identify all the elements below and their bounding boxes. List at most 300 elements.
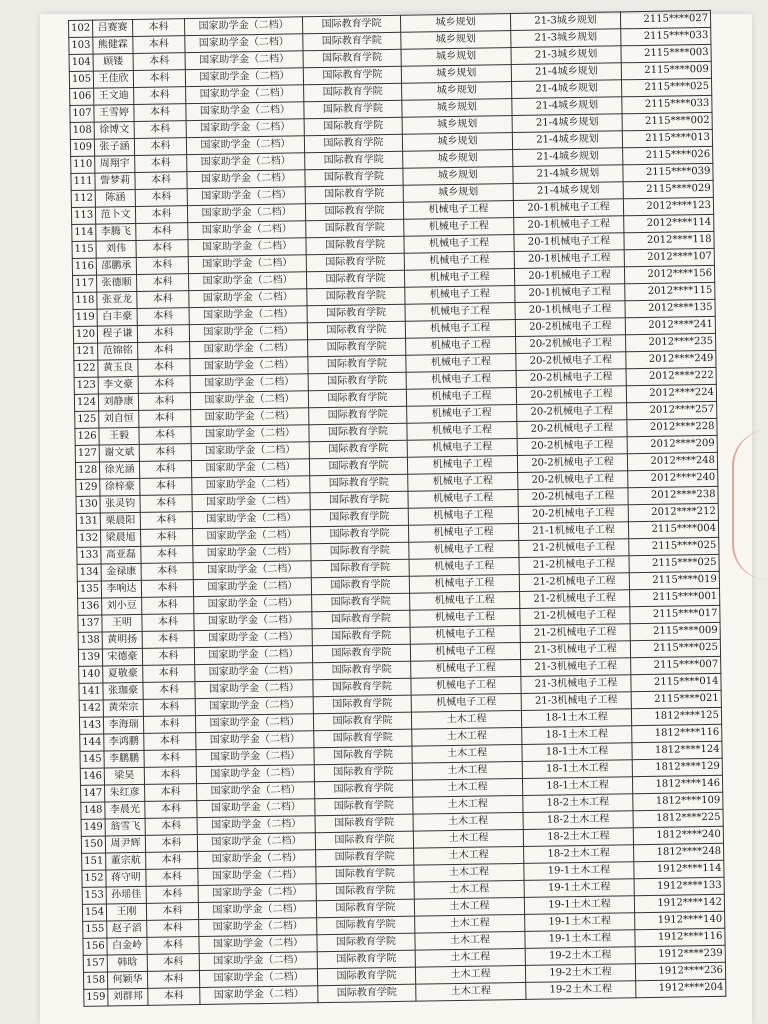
class-name-cell: 21-2机械电子工程 <box>520 607 630 626</box>
major-cell: 机械电子工程 <box>409 540 519 559</box>
college-cell: 国际教育学院 <box>308 372 406 391</box>
aid-type-cell: 国家助学金（二档） <box>188 238 306 257</box>
class-name-cell: 20-1机械电子工程 <box>514 267 624 286</box>
college-cell: 国际教育学院 <box>303 32 401 51</box>
college-cell: 国际教育学院 <box>309 423 407 442</box>
aid-type-cell: 国家助学金（二档） <box>186 85 304 104</box>
degree-level-cell: 本科 <box>141 563 193 581</box>
class-name-cell: 21-4城乡规划 <box>513 182 623 201</box>
aid-type-cell: 国家助学金（二档） <box>189 289 307 308</box>
college-cell: 国际教育学院 <box>316 865 414 884</box>
row-number-cell: 111 <box>71 173 95 190</box>
student-id-cell: 1812****240 <box>633 826 723 844</box>
student-id-cell: 2115****029 <box>623 180 713 198</box>
major-cell: 机械电子工程 <box>404 218 514 237</box>
college-cell: 国际教育学院 <box>314 729 412 748</box>
class-name-cell: 19-2土木工程 <box>525 947 635 966</box>
aid-type-cell: 国家助学金（二档） <box>187 204 305 223</box>
student-id-cell: 2012****257 <box>627 401 717 419</box>
degree-level-cell: 本科 <box>141 580 193 598</box>
row-number-cell: 112 <box>71 190 95 207</box>
aid-type-cell: 国家助学金（二档） <box>196 731 314 750</box>
row-number-cell: 116 <box>72 258 96 275</box>
major-cell: 机械电子工程 <box>405 320 515 339</box>
class-name-cell: 20-2机械电子工程 <box>518 505 628 524</box>
class-name-cell: 20-1机械电子工程 <box>514 250 624 269</box>
student-name-cell: 程子谦 <box>97 325 137 343</box>
student-name-cell: 夏敬豪 <box>103 665 143 683</box>
degree-level-cell: 本科 <box>138 342 190 360</box>
college-cell: 国际教育学院 <box>313 695 411 714</box>
aid-type-cell: 国家助学金（二档） <box>187 187 305 206</box>
aid-type-cell: 国家助学金（二档） <box>191 408 309 427</box>
aid-type-cell: 国家助学金（二档） <box>199 935 317 954</box>
class-name-cell: 18-1土木工程 <box>522 777 632 796</box>
student-name-cell: 黄玉良 <box>98 359 138 377</box>
degree-level-cell: 本科 <box>135 189 187 207</box>
row-number-cell: 143 <box>79 717 103 734</box>
aid-type-cell: 国家助学金（二档） <box>188 272 306 291</box>
college-cell: 国际教育学院 <box>311 542 409 561</box>
student-id-cell: 1912****133 <box>634 877 724 895</box>
major-cell: 土木工程 <box>413 829 523 848</box>
aid-type-cell: 国家助学金（二档） <box>190 357 308 376</box>
class-name-cell: 19-1土木工程 <box>524 879 634 898</box>
college-cell: 国际教育学院 <box>313 678 411 697</box>
degree-level-cell: 本科 <box>141 546 193 564</box>
student-name-cell: 蒋守明 <box>106 869 146 887</box>
student-name-cell: 张珈豪 <box>103 682 143 700</box>
class-name-cell: 21-3城乡规划 <box>511 46 621 65</box>
student-name-cell: 朱红彦 <box>105 784 145 802</box>
college-cell: 国际教育学院 <box>306 219 404 238</box>
class-name-cell: 21-4城乡规划 <box>513 148 623 167</box>
student-name-cell: 金禄康 <box>101 563 141 581</box>
major-cell: 土木工程 <box>415 931 525 950</box>
scholarship-roster-table <box>68 10 726 1007</box>
row-number-cell: 156 <box>83 938 107 955</box>
aid-type-cell: 国家助学金（二档） <box>193 544 311 563</box>
aid-type-cell: 国家助学金（二档） <box>194 612 312 631</box>
class-name-cell: 18-2土木工程 <box>524 845 634 864</box>
row-number-cell: 105 <box>69 71 93 88</box>
aid-type-cell: 国家助学金（二档） <box>194 629 312 648</box>
student-name-cell: 白丰豪 <box>97 308 137 326</box>
class-name-cell: 20-2机械电子工程 <box>516 352 626 371</box>
student-name-cell: 范锦铭 <box>98 342 138 360</box>
major-cell: 土木工程 <box>414 846 524 865</box>
class-name-cell: 21-4城乡规划 <box>512 80 622 99</box>
major-cell: 机械电子工程 <box>404 252 514 271</box>
class-name-cell: 20-1机械电子工程 <box>514 233 624 252</box>
aid-type-cell: 国家助学金（二档） <box>185 34 303 53</box>
row-number-cell: 158 <box>83 972 107 989</box>
row-number-cell: 124 <box>74 394 98 411</box>
row-number-cell: 130 <box>76 496 100 513</box>
college-cell: 国际教育学院 <box>316 848 414 867</box>
row-number-cell: 139 <box>78 649 102 666</box>
degree-level-cell: 本科 <box>137 308 189 326</box>
college-cell: 国际教育学院 <box>315 814 413 833</box>
degree-level-cell: 本科 <box>139 444 191 462</box>
student-id-cell: 2115****002 <box>622 112 712 130</box>
student-id-cell: 2012****238 <box>628 486 718 504</box>
row-number-cell: 125 <box>75 411 99 428</box>
row-number-cell: 159 <box>84 989 108 1006</box>
major-cell: 城乡规划 <box>401 31 511 50</box>
college-cell: 国际教育学院 <box>307 287 405 306</box>
major-cell: 土木工程 <box>416 982 526 1001</box>
class-name-cell: 21-4城乡规划 <box>511 63 621 82</box>
row-number-cell: 123 <box>74 377 98 394</box>
degree-level-cell: 本科 <box>140 495 192 513</box>
major-cell: 机械电子工程 <box>407 405 517 424</box>
student-id-cell: 2012****222 <box>626 367 716 385</box>
student-id-cell: 2012****118 <box>624 231 714 249</box>
college-cell: 国际教育学院 <box>306 270 404 289</box>
student-id-cell: 1912****116 <box>635 928 725 946</box>
major-cell: 机械电子工程 <box>407 455 517 474</box>
degree-level-cell: 本科 <box>133 53 185 71</box>
row-number-cell: 140 <box>79 666 103 683</box>
aid-type-cell: 国家助学金（二档） <box>186 136 304 155</box>
college-cell: 国际教育学院 <box>305 202 403 221</box>
student-id-cell: 2115****025 <box>630 639 720 657</box>
student-name-cell: 陈涵 <box>95 189 135 207</box>
student-name-cell: 李文豪 <box>98 376 138 394</box>
student-id-cell: 1812****129 <box>632 758 722 776</box>
major-cell: 土木工程 <box>415 948 525 967</box>
degree-level-cell: 本科 <box>142 614 194 632</box>
degree-level-cell: 本科 <box>146 886 198 904</box>
row-number-cell: 157 <box>83 955 107 972</box>
class-name-cell: 21-4城乡规划 <box>512 114 622 133</box>
degree-level-cell: 本科 <box>138 393 190 411</box>
major-cell: 机械电子工程 <box>405 303 515 322</box>
aid-type-cell: 国家助学金（二档） <box>186 119 304 138</box>
college-cell: 国际教育学院 <box>308 355 406 374</box>
aid-type-cell: 国家助学金（二档） <box>195 680 313 699</box>
college-cell: 国际教育学院 <box>313 712 411 731</box>
aid-type-cell: 国家助学金（二档） <box>190 374 308 393</box>
degree-level-cell: 本科 <box>142 631 194 649</box>
student-id-cell: 2115****027 <box>620 10 710 28</box>
degree-level-cell: 本科 <box>138 376 190 394</box>
college-cell: 国际教育学院 <box>310 491 408 510</box>
major-cell: 土木工程 <box>412 744 522 763</box>
aid-type-cell: 国家助学金（二档） <box>200 986 318 1005</box>
student-id-cell: 2012****123 <box>623 197 713 215</box>
college-cell: 国际教育学院 <box>302 15 400 34</box>
college-cell: 国际教育学院 <box>318 984 416 1003</box>
class-name-cell: 21-4城乡规划 <box>513 165 623 184</box>
row-number-cell: 152 <box>82 870 106 887</box>
major-cell: 机械电子工程 <box>411 676 521 695</box>
student-name-cell: 孙瑶佳 <box>106 886 146 904</box>
row-number-cell: 114 <box>72 224 96 241</box>
student-id-cell: 2115****017 <box>630 605 720 623</box>
student-id-cell: 2012****115 <box>625 282 715 300</box>
student-id-cell: 1812****125 <box>631 707 721 725</box>
aid-type-cell: 国家助学金（二档） <box>186 102 304 121</box>
degree-level-cell: 本科 <box>139 410 191 428</box>
class-name-cell: 20-2机械电子工程 <box>516 386 626 405</box>
student-name-cell: 黄荣宗 <box>103 699 143 717</box>
student-id-cell: 2115****001 <box>630 588 720 606</box>
college-cell: 国际教育学院 <box>311 559 409 578</box>
student-name-cell: 谢文斌 <box>99 444 139 462</box>
student-name-cell: 何颖华 <box>107 971 147 989</box>
aid-type-cell: 国家助学金（二档） <box>191 459 309 478</box>
major-cell: 土木工程 <box>412 761 522 780</box>
student-name-cell: 栗晨阳 <box>100 512 140 530</box>
major-cell: 机械电子工程 <box>408 506 518 525</box>
college-cell: 国际教育学院 <box>314 780 412 799</box>
student-name-cell: 邵鹏承 <box>96 257 136 275</box>
row-number-cell: 149 <box>81 819 105 836</box>
degree-level-cell: 本科 <box>134 104 186 122</box>
row-number-cell: 113 <box>71 207 95 224</box>
degree-level-cell: 本科 <box>147 937 199 955</box>
row-number-cell: 118 <box>73 292 97 309</box>
student-name-cell: 王雪婷 <box>94 104 134 122</box>
college-cell: 国际教育学院 <box>307 321 405 340</box>
student-name-cell: 翁雪飞 <box>105 818 145 836</box>
student-name-cell: 王毅 <box>99 427 139 445</box>
student-id-cell: 1812****124 <box>632 741 722 759</box>
degree-level-cell: 本科 <box>135 206 187 224</box>
college-cell: 国际教育学院 <box>308 338 406 357</box>
degree-level-cell: 本科 <box>143 716 195 734</box>
major-cell: 土木工程 <box>415 914 525 933</box>
degree-level-cell: 本科 <box>144 733 196 751</box>
class-name-cell: 21-4城乡规划 <box>512 97 622 116</box>
aid-type-cell: 国家助学金（二档） <box>198 901 316 920</box>
student-id-cell: 2012****114 <box>624 214 714 232</box>
aid-type-cell: 国家助学金（二档） <box>199 918 317 937</box>
student-id-cell: 2115****021 <box>631 690 721 708</box>
aid-type-cell: 国家助学金（二档） <box>197 799 315 818</box>
row-number-cell: 102 <box>69 20 93 37</box>
class-name-cell: 20-1机械电子工程 <box>515 301 625 320</box>
degree-level-cell: 本科 <box>135 155 187 173</box>
major-cell: 土木工程 <box>413 795 523 814</box>
student-name-cell: 徐光涵 <box>99 461 139 479</box>
college-cell: 国际教育学院 <box>314 746 412 765</box>
class-name-cell: 19-1土木工程 <box>525 913 635 932</box>
student-name-cell: 王佳欣 <box>93 70 133 88</box>
class-name-cell: 21-3机械电子工程 <box>521 692 631 711</box>
major-cell: 土木工程 <box>412 727 522 746</box>
college-cell: 国际教育学院 <box>316 882 414 901</box>
degree-level-cell: 本科 <box>137 325 189 343</box>
college-cell: 国际教育学院 <box>313 661 411 680</box>
aid-type-cell: 国家助学金（二档） <box>198 884 316 903</box>
aid-type-cell: 国家助学金（二档） <box>199 952 317 971</box>
major-cell: 城乡规划 <box>400 14 510 33</box>
student-id-cell: 2115****025 <box>629 537 719 555</box>
student-id-cell: 2115****003 <box>621 44 711 62</box>
major-cell: 机械电子工程 <box>406 337 516 356</box>
student-name-cell: 梁昊 <box>104 767 144 785</box>
student-name-cell: 董宗航 <box>106 852 146 870</box>
class-name-cell: 20-2机械电子工程 <box>517 403 627 422</box>
row-number-cell: 121 <box>74 343 98 360</box>
roster-body <box>69 10 726 1006</box>
college-cell: 国际教育学院 <box>316 899 414 918</box>
student-id-cell: 2115****004 <box>628 520 718 538</box>
student-name-cell: 张子涵 <box>94 138 134 156</box>
college-cell: 国际教育学院 <box>309 457 407 476</box>
aid-type-cell: 国家助学金（二档） <box>195 714 313 733</box>
major-cell: 机械电子工程 <box>408 523 518 542</box>
row-number-cell: 109 <box>70 139 94 156</box>
student-name-cell: 范卜文 <box>95 206 135 224</box>
class-name-cell: 19-1土木工程 <box>524 896 634 915</box>
major-cell: 城乡规划 <box>401 48 511 67</box>
student-name-cell: 梁晨旭 <box>101 529 141 547</box>
degree-level-cell: 本科 <box>134 138 186 156</box>
college-cell: 国际教育学院 <box>310 525 408 544</box>
row-number-cell: 138 <box>78 632 102 649</box>
student-name-cell: 訾梦莉 <box>95 172 135 190</box>
class-name-cell: 21-2机械电子工程 <box>520 624 630 643</box>
college-cell: 国际教育学院 <box>312 644 410 663</box>
class-name-cell: 20-1机械电子工程 <box>515 284 625 303</box>
degree-level-cell: 本科 <box>143 699 195 717</box>
major-cell: 土木工程 <box>413 812 523 831</box>
student-id-cell: 1912****140 <box>635 911 725 929</box>
row-number-cell: 117 <box>73 275 97 292</box>
degree-level-cell: 本科 <box>143 665 195 683</box>
degree-level-cell: 本科 <box>135 172 187 190</box>
row-number-cell: 154 <box>82 904 106 921</box>
degree-level-cell: 本科 <box>134 87 186 105</box>
student-id-cell: 2012****235 <box>626 333 716 351</box>
student-name-cell: 刘静康 <box>98 393 138 411</box>
row-number-cell: 150 <box>81 836 105 853</box>
student-id-cell: 1812****146 <box>632 775 722 793</box>
degree-level-cell: 本科 <box>134 121 186 139</box>
college-cell: 国际教育学院 <box>306 253 404 272</box>
student-name-cell: 刘自恒 <box>99 410 139 428</box>
student-name-cell: 吕赛赛 <box>93 19 133 37</box>
class-name-cell: 20-1机械电子工程 <box>514 216 624 235</box>
major-cell: 机械电子工程 <box>411 659 521 678</box>
major-cell: 机械电子工程 <box>408 489 518 508</box>
student-name-cell: 刘小豆 <box>102 597 142 615</box>
red-seal-stamp <box>732 430 768 580</box>
student-id-cell: 2012****156 <box>624 265 714 283</box>
student-id-cell: 2012****209 <box>627 435 717 453</box>
student-id-cell: 1912****239 <box>635 945 725 963</box>
row-number-cell: 153 <box>82 887 106 904</box>
major-cell: 机械电子工程 <box>406 354 516 373</box>
class-name-cell: 20-2机械电子工程 <box>518 471 628 490</box>
degree-level-cell: 本科 <box>148 988 200 1006</box>
college-cell: 国际教育学院 <box>304 117 402 136</box>
college-cell: 国际教育学院 <box>309 440 407 459</box>
degree-level-cell: 本科 <box>140 478 192 496</box>
college-cell: 国际教育学院 <box>311 576 409 595</box>
row-number-cell: 127 <box>75 445 99 462</box>
row-number-cell: 129 <box>76 479 100 496</box>
aid-type-cell: 国家助学金（二档） <box>193 527 311 546</box>
student-id-cell: 2115****014 <box>631 673 721 691</box>
row-number-cell: 146 <box>80 768 104 785</box>
class-name-cell: 20-2机械电子工程 <box>517 437 627 456</box>
student-id-cell: 2115****009 <box>621 61 711 79</box>
student-name-cell: 徐梓豪 <box>100 478 140 496</box>
degree-level-cell: 本科 <box>146 852 198 870</box>
student-name-cell: 刘群邦 <box>108 988 148 1006</box>
row-number-cell: 131 <box>76 513 100 530</box>
class-name-cell: 20-2机械电子工程 <box>516 335 626 354</box>
class-name-cell: 21-3城乡规划 <box>511 29 621 48</box>
major-cell: 城乡规划 <box>403 167 513 186</box>
class-name-cell: 21-2机械电子工程 <box>519 556 629 575</box>
aid-type-cell: 国家助学金（二档） <box>197 833 315 852</box>
row-number-cell: 110 <box>71 156 95 173</box>
major-cell: 城乡规划 <box>401 65 511 84</box>
student-id-cell: 1812****109 <box>633 792 723 810</box>
row-number-cell: 141 <box>79 683 103 700</box>
student-name-cell: 李响达 <box>101 580 141 598</box>
aid-type-cell: 国家助学金（二档） <box>185 51 303 70</box>
student-name-cell: 李鹏鹏 <box>104 750 144 768</box>
student-name-cell: 白金岭 <box>107 937 147 955</box>
student-id-cell: 2115****007 <box>631 656 721 674</box>
row-number-cell: 120 <box>73 326 97 343</box>
student-name-cell: 高亚磊 <box>101 546 141 564</box>
row-number-cell: 128 <box>75 462 99 479</box>
major-cell: 城乡规划 <box>402 99 512 118</box>
class-name-cell: 21-3机械电子工程 <box>521 675 631 694</box>
aid-type-cell: 国家助学金（二档） <box>198 850 316 869</box>
major-cell: 机械电子工程 <box>404 235 514 254</box>
student-name-cell: 张灵钧 <box>100 495 140 513</box>
student-name-cell: 熊健霖 <box>93 36 133 54</box>
college-cell: 国际教育学院 <box>317 916 415 935</box>
student-id-cell: 2012****240 <box>628 469 718 487</box>
major-cell: 机械电子工程 <box>410 642 520 661</box>
row-number-cell: 106 <box>70 88 94 105</box>
degree-level-cell: 本科 <box>136 257 188 275</box>
college-cell: 国际教育学院 <box>305 168 403 187</box>
class-name-cell: 21-2机械电子工程 <box>520 590 630 609</box>
college-cell: 国际教育学院 <box>308 389 406 408</box>
student-id-cell: 2115****026 <box>623 146 713 164</box>
degree-level-cell: 本科 <box>139 427 191 445</box>
row-number-cell: 155 <box>83 921 107 938</box>
aid-type-cell: 国家助学金（二档） <box>195 663 313 682</box>
student-name-cell: 周尹辉 <box>105 835 145 853</box>
student-name-cell: 张亚龙 <box>97 291 137 309</box>
major-cell: 城乡规划 <box>403 150 513 169</box>
major-cell: 机械电子工程 <box>410 608 520 627</box>
college-cell: 国际教育学院 <box>310 508 408 527</box>
aid-type-cell: 国家助学金（二档） <box>198 867 316 886</box>
student-id-cell: 1812****225 <box>633 809 723 827</box>
major-cell: 土木工程 <box>412 778 522 797</box>
aid-type-cell: 国家助学金（二档） <box>193 578 311 597</box>
student-id-cell: 1812****116 <box>632 724 722 742</box>
class-name-cell: 19-1土木工程 <box>525 930 635 949</box>
college-cell: 国际教育学院 <box>306 236 404 255</box>
aid-type-cell: 国家助学金（二档） <box>192 510 310 529</box>
college-cell: 国际教育学院 <box>312 627 410 646</box>
class-name-cell: 18-2土木工程 <box>523 794 633 813</box>
